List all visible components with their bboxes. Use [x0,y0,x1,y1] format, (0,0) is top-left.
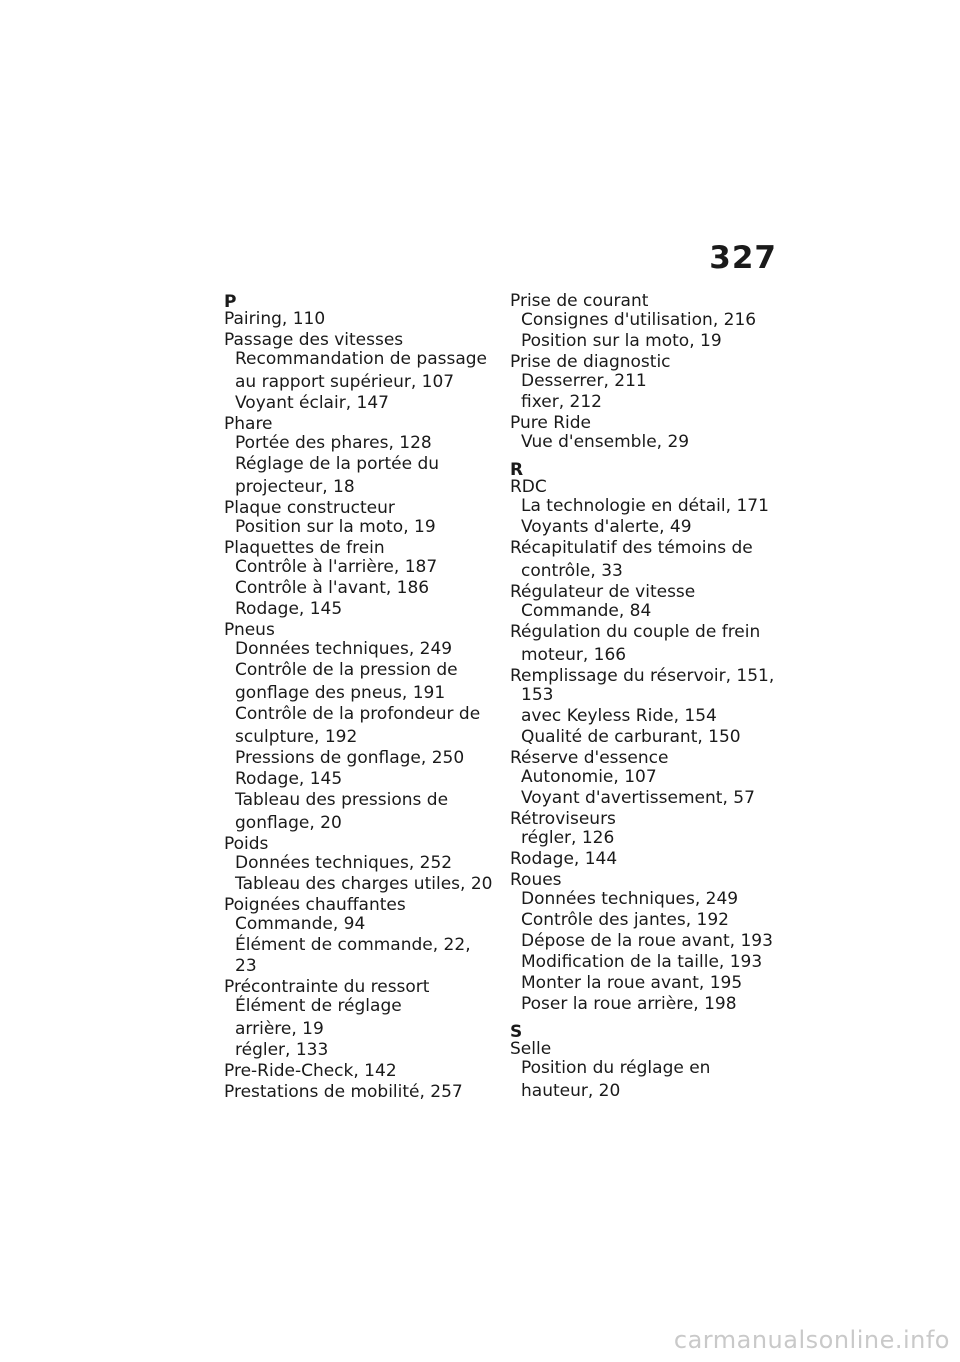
index-entry: RDC [510,477,547,497]
index-entry: Remplissage du réservoir, 151, [510,666,775,686]
index-subentry: Réglage de la portée du [235,454,440,474]
index-subentry: Données techniques, 249 [235,639,453,659]
index-column-right [510,292,782,1101]
index-subentry: Contrôle de la profondeur de [235,704,481,724]
index-entry-continuation: hauteur, 20 [521,1081,621,1101]
index-subentry: Pressions de gonflage, 250 [235,748,465,768]
index-section-letter: R [510,460,524,480]
index-entry-continuation: arrière, 19 [235,1019,324,1039]
index-section-letter: P [224,292,237,312]
index-subentry: Poser la roue arrière, 198 [521,994,737,1014]
index-entry: Réserve d'essence [510,748,669,768]
index-subentry: Vue d'ensemble, 29 [521,432,690,452]
index-subentry: régler, 133 [235,1040,329,1060]
index-subentry: Autonomie, 107 [521,767,657,787]
index-entry: Prise de courant [510,291,649,311]
index-subentry: fixer, 212 [521,392,602,412]
index-entry: Rodage, 144 [510,849,618,869]
index-subentry: Données techniques, 249 [521,889,739,909]
index-entry: Phare [224,414,273,434]
index-entry-continuation: contrôle, 33 [521,561,623,581]
index-subentry: Qualité de carburant, 150 [521,727,741,747]
index-column-left [224,292,496,1102]
index-entry: Pairing, 110 [224,309,326,329]
index-entry: Passage des vitesses [224,330,404,350]
index-subentry: Voyants d'alerte, 49 [521,517,692,537]
index-entry-continuation: projecteur, 18 [235,477,355,497]
index-entry-continuation: gonflage, 20 [235,813,342,833]
index-entry: Pre-Ride-Check, 142 [224,1061,397,1081]
index-subentry: Position sur la moto, 19 [235,517,436,537]
index-subentry: Rodage, 145 [235,769,343,789]
index-subentry: Données techniques, 252 [235,853,453,873]
index-subentry: La technologie en détail, 171 [521,496,769,516]
index-subentry: régler, 126 [521,828,615,848]
index-entry: Plaquettes de frein [224,538,385,558]
index-entry-continuation: gonflage des pneus, 191 [235,683,446,703]
index-entry: Poignées chauffantes [224,895,406,915]
index-entry: Régulation du couple de frein [510,622,761,642]
index-subentry: Position du réglage en [521,1058,711,1078]
index-section-letter: S [510,1022,523,1042]
index-entry: Précontrainte du ressort [224,977,430,997]
index-subentry: Commande, 94 [235,914,366,934]
index-subentry: Modification de la taille, 193 [521,952,763,972]
page-number: 327 [709,240,777,276]
index-entry: Récapitulatif des témoins de [510,538,753,558]
index-subentry: Contrôle de la pression de [235,660,458,680]
index-subentry: Position sur la moto, 19 [521,331,722,351]
index-entry: Rétroviseurs [510,809,616,829]
watermark: carmanualsonline.info [673,1326,950,1354]
index-entry: Poids [224,834,269,854]
index-entry-continuation: au rapport supérieur, 107 [235,372,455,392]
index-entry: Pneus [224,620,275,640]
index-subentry: 153 [521,685,554,705]
index-entry: Prestations de mobilité, 257 [224,1082,463,1102]
index-subentry: Contrôle à l'arrière, 187 [235,557,438,577]
index-subentry: Élément de commande, 22, [235,935,471,955]
index-subentry: avec Keyless Ride, 154 [521,706,717,726]
index-subentry: Tableau des charges utiles, 20 [235,874,493,894]
index-entry: Roues [510,870,562,890]
index-subentry: Élément de réglage [235,996,402,1016]
index-entry: Pure Ride [510,413,591,433]
index-entry: Plaque constructeur [224,498,395,518]
index-subentry: Consignes d'utilisation, 216 [521,310,757,330]
index-subentry: Commande, 84 [521,601,652,621]
index-subentry: Tableau des pressions de [235,790,449,810]
index-subentry: Dépose de la roue avant, 193 [521,931,773,951]
index-subentry: Portée des phares, 128 [235,433,432,453]
index-entry: Selle [510,1039,552,1059]
index-entry-continuation: moteur, 166 [521,645,627,665]
index-entry: Prise de diagnostic [510,352,671,372]
index-subentry: Rodage, 145 [235,599,343,619]
index-subentry: Voyant d'avertissement, 57 [521,788,755,808]
index-entry-continuation: sculpture, 192 [235,727,358,747]
index-subentry: 23 [235,956,257,976]
index-subentry: Contrôle des jantes, 192 [521,910,729,930]
index-subentry: Contrôle à l'avant, 186 [235,578,430,598]
index-entry: Régulateur de vitesse [510,582,696,602]
index-subentry: Monter la roue avant, 195 [521,973,743,993]
index-subentry: Voyant éclair, 147 [235,393,389,413]
index-subentry: Desserrer, 211 [521,371,647,391]
index-subentry: Recommandation de passage [235,349,487,369]
